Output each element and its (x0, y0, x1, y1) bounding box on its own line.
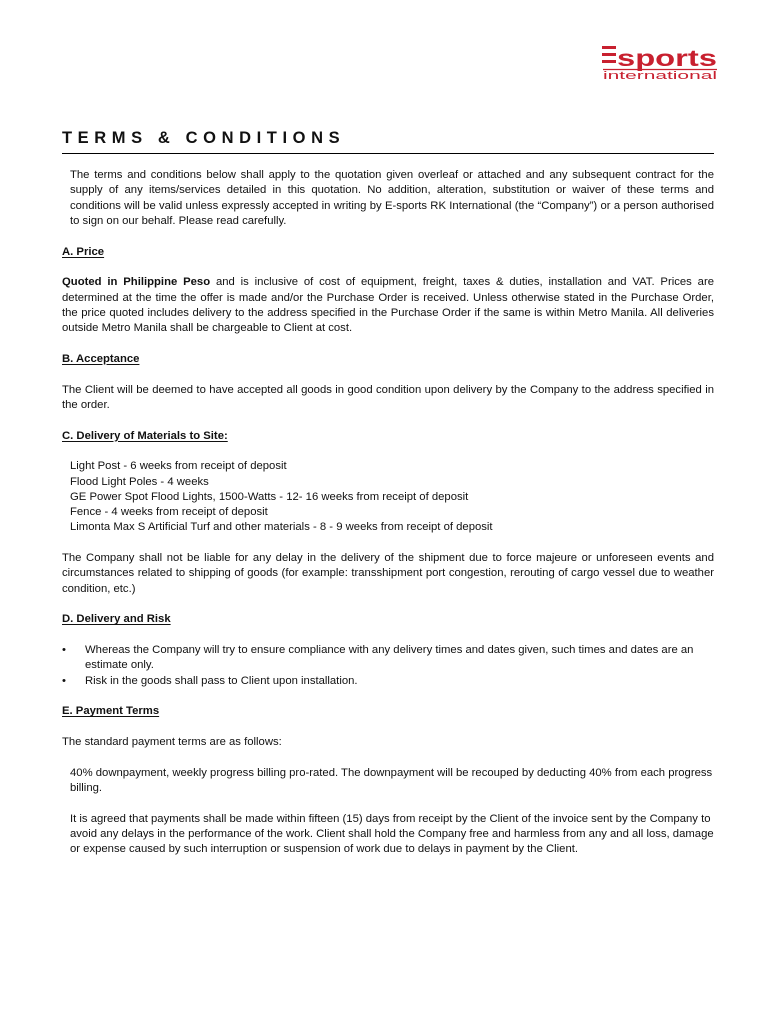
delivery-item: Light Post - 6 weeks from receipt of deposit (70, 460, 287, 473)
payment-intro: The standard payment terms are as follows: (62, 736, 282, 749)
intro-paragraph: The terms and conditions below shall apply to the quotation given overleaf or attached and any subsequent contract for the supply of any items/services detailed in this quotation. No addition, alteration, substitution or waiver of these terms and conditions will be valid unless expressly accepted in writing by E-sports RK International (the “Company”) or a person authorised to sign on our behalf. Please read carefully. (70, 169, 714, 227)
delivery-item: GE Power Spot Flood Lights, 1500-Watts - 12- 16 weeks from receipt of deposit (70, 490, 469, 503)
force-majeure-paragraph: The Company shall not be liable for any delay in the delivery of the shipment due to force majeure or unforeseen events and circumstances related to shipping of goods (for example: transshipment port congestion, rerouting of cargo vessel due to weather condition, etc.) (62, 552, 714, 595)
delivery-item: Limonta Max S Artificial Turf and other materials - 8 - 9 weeks from receipt of deposit (70, 521, 493, 534)
bullet-icon: • (62, 674, 66, 687)
section-heading-delivery-risk: D. Delivery and Risk (62, 613, 171, 626)
delivery-item: Fence - 4 weeks from receipt of deposit (70, 506, 268, 519)
section-heading-price: A. Price (62, 245, 105, 258)
price-body: and is inclusive of cost of equipment, freight, taxes & duties, installation and VAT. Prices are determined at the time the offer is made and/or the Purchase Order is received. Unless otherwise stated in the Purchase Order, the price quoted includes delivery to the address specified in the Purchase Order if the same is within Metro Manila. All deliveries outside Metro Manila shall be chargeable to Client at cost. (62, 276, 714, 335)
payment-term-due-date: It is agreed that payments shall be made within fifteen (15) days from receipt by the Client of the invoice sent by the Company to avoid any delays in the performance of the work. Client shall hold the Company free and harmless from any and all loss, damage or expense caused by such interruption or suspension of work due to delays in payment by the Client. (70, 812, 714, 856)
delivery-item: Flood Light Poles - 4 weeks (70, 475, 209, 488)
terms-body (62, 168, 714, 858)
bullet-icon: • (62, 644, 66, 657)
section-heading-payment: E. Payment Terms (62, 705, 160, 718)
delivery-risk-list (62, 643, 714, 689)
list-item (62, 674, 714, 689)
price-lead: Quoted in Philippine Peso (62, 276, 211, 289)
logo-tagline: international (603, 70, 717, 82)
title-divider (62, 153, 714, 154)
company-logo (602, 44, 718, 82)
bullet-text: Whereas the Company will try to ensure compliance with any delivery times and dates given, such times and dates are an estimate only. (85, 644, 694, 672)
acceptance-paragraph: The Client will be deemed to have accepted all goods in good condition upon delivery by the Company to the address specified in the order. (62, 383, 714, 411)
section-heading-acceptance: B. Acceptance (62, 352, 140, 365)
payment-term-downpayment: 40% downpayment, weekly progress billing pro-rated. The downpayment will be recouped by deducting 40% from each progress billing. (70, 766, 713, 794)
delivery-schedule-list (62, 459, 714, 535)
list-item (62, 643, 714, 674)
section-heading-delivery-materials: C. Delivery of Materials to Site: (62, 429, 228, 442)
page-title: TERMS & CONDITIONS (62, 129, 346, 147)
price-paragraph (62, 275, 714, 336)
logo-word: sports (617, 45, 717, 71)
bullet-text: Risk in the goods shall pass to Client upon installation. (85, 674, 358, 687)
sports-international-logo-mark (602, 44, 718, 82)
